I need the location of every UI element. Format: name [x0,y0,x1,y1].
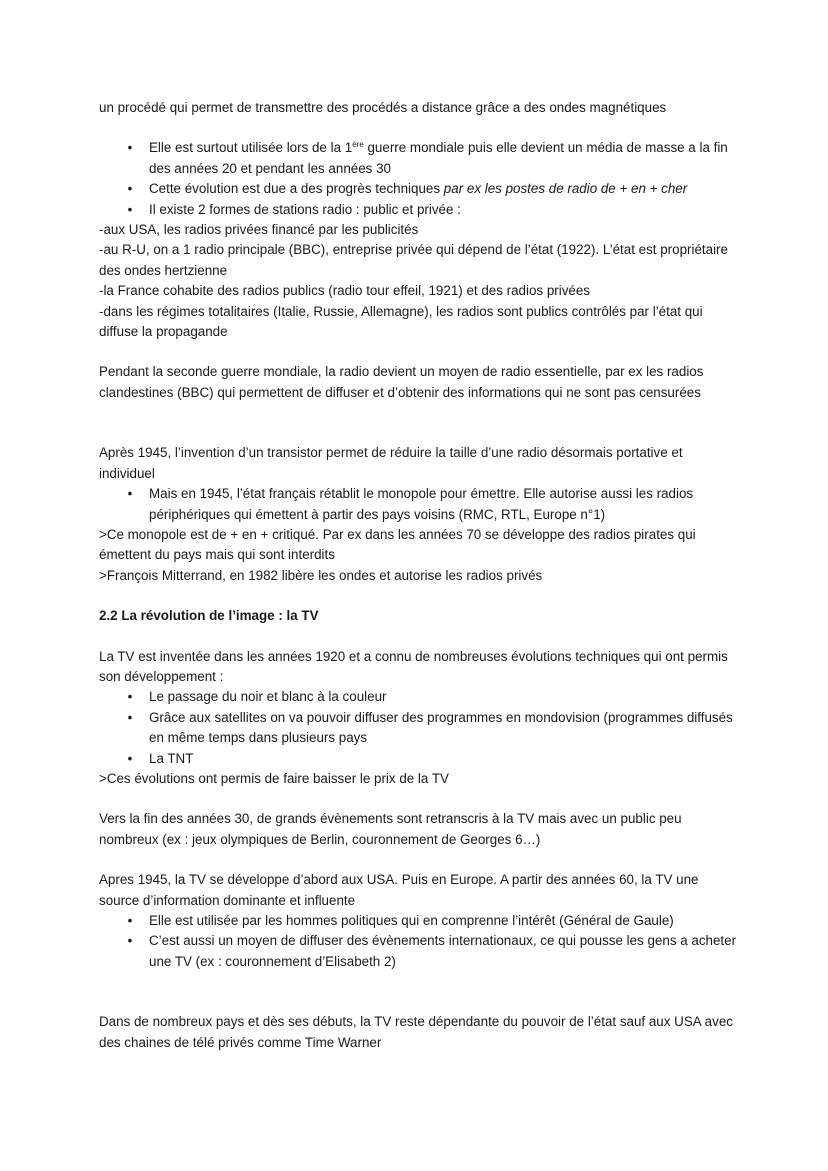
bullet-icon: • [127,750,133,766]
dash-line: -aux USA, les radios privées financé par les publicités [99,222,419,238]
bullet-icon: • [127,689,133,705]
paragraph-30s: Vers la fin des années 30, de grands évènements sont retranscris à la TV mais avec un public peu nombreux (ex : jeux olympiques de Berlin, couronnement de Georges 6…) [99,811,682,847]
list-item: • Elle est utilisée par les hommes politiques qui en comprenne l’intérêt (Général de Gaule) [99,911,739,931]
bullet-icon: • [127,181,133,197]
list-item: • C’est aussi un moyen de diffuser des évènements internationaux, ce qui pousse les gens a acheter une TV (ex : couronnement d’Elisabeth 2) [99,931,739,972]
note-line: >Ces évolutions ont permis de faire baisser le prix de la TV [99,770,449,786]
section-heading: 2.2 La révolution de l’image : la TV [99,608,319,624]
dash-line: -la France cohabite des radios publics (radio tour effeil, 1921) et des radios privées [99,283,591,299]
list-item: • La TNT [99,749,739,769]
bullet-icon: • [127,201,133,217]
paragraph-final: Dans de nombreux pays et dès ses débuts, la TV reste dépendante du pouvoir de l’état sauf aux USA avec des chaines de télé privés comme Time Warner [99,1014,733,1050]
list-item: • Elle est surtout utilisée lors de la 1ère guerre mondiale puis elle devient un média de masse a la fin des années 20 et pendant les années 30 [99,138,739,179]
note-line: >François Mitterrand, en 1982 libère les ondes et autorise les radios privés [99,567,543,583]
dash-line: -dans les régimes totalitaires (Italie, Russie, Allemagne), les radios sont publics contrôlés par l’état qui diffuse la propagande [99,303,703,340]
bullet-icon: • [127,140,133,156]
list-item: • Le passage du noir et blanc à la couleur [99,687,739,707]
list-item: • Mais en 1945, l’état français rétablit le monopole pour émettre. Elle autorise aussi les radios périphériques qui émettent à partir des pays voisins (RMC, RTL, Europe n°1) [99,484,739,525]
radio-bullet-list [99,138,739,220]
list-item: • Grâce aux satellites on va pouvoir diffuser des programmes en mondovision (programmes diffusés en même temps dans plusieurs pays [99,708,739,749]
paragraph-1945: Après 1945, l’invention d’un transistor permet de réduire la taille d’une radio désormais portative et individuel [99,445,683,481]
list-item: • Cette évolution est due a des progrès techniques par ex les postes de radio de + en + cher [99,179,739,199]
paragraph-definition: un procédé qui permet de transmettre des procédés a distance grâce a des ondes magnétiques [99,100,667,115]
italic-example: par ex les postes de radio de + en + cher [443,181,688,197]
dash-line: -au R-U, on a 1 radio principale (BBC), entreprise privée qui dépend de l’état (1922). L’état est propriétaire des ondes hertzienne [99,242,728,278]
apres-bullet-list [99,911,739,972]
paragraph-tv: La TV est inventée dans les années 1920 et a connu de nombreuses évolutions techniques qui ont permis son développement : [99,648,728,684]
paragraph-apres-1945: Apres 1945, la TV se développe d’abord aux USA. Puis en Europe. A partir des années 60, la TV une source d’information dominante et influente [99,872,699,908]
bullet-icon: • [127,933,133,949]
bullet-icon: • [127,709,133,725]
note-line: >Ce monopole est de + en + critiqué. Par ex dans les années 70 se développe des radios pirates qui émettent du pays mais qui sont interdits [99,526,696,563]
tv-bullet-list [99,687,739,769]
monopole-bullet-list [99,484,739,525]
bullet-icon: • [127,913,133,928]
paragraph-ww2: Pendant la seconde guerre mondiale, la radio devient un moyen de radio essentielle, par ex les radios clandestines (BBC) qui permettent de diffuser et d’obtenir des informations qui ne sont pas censurées [99,364,704,400]
list-item: • Il existe 2 formes de stations radio : public et privée : [99,200,739,220]
bullet-icon: • [127,486,133,502]
superscript: ère [352,140,364,150]
document-body [99,98,739,1053]
